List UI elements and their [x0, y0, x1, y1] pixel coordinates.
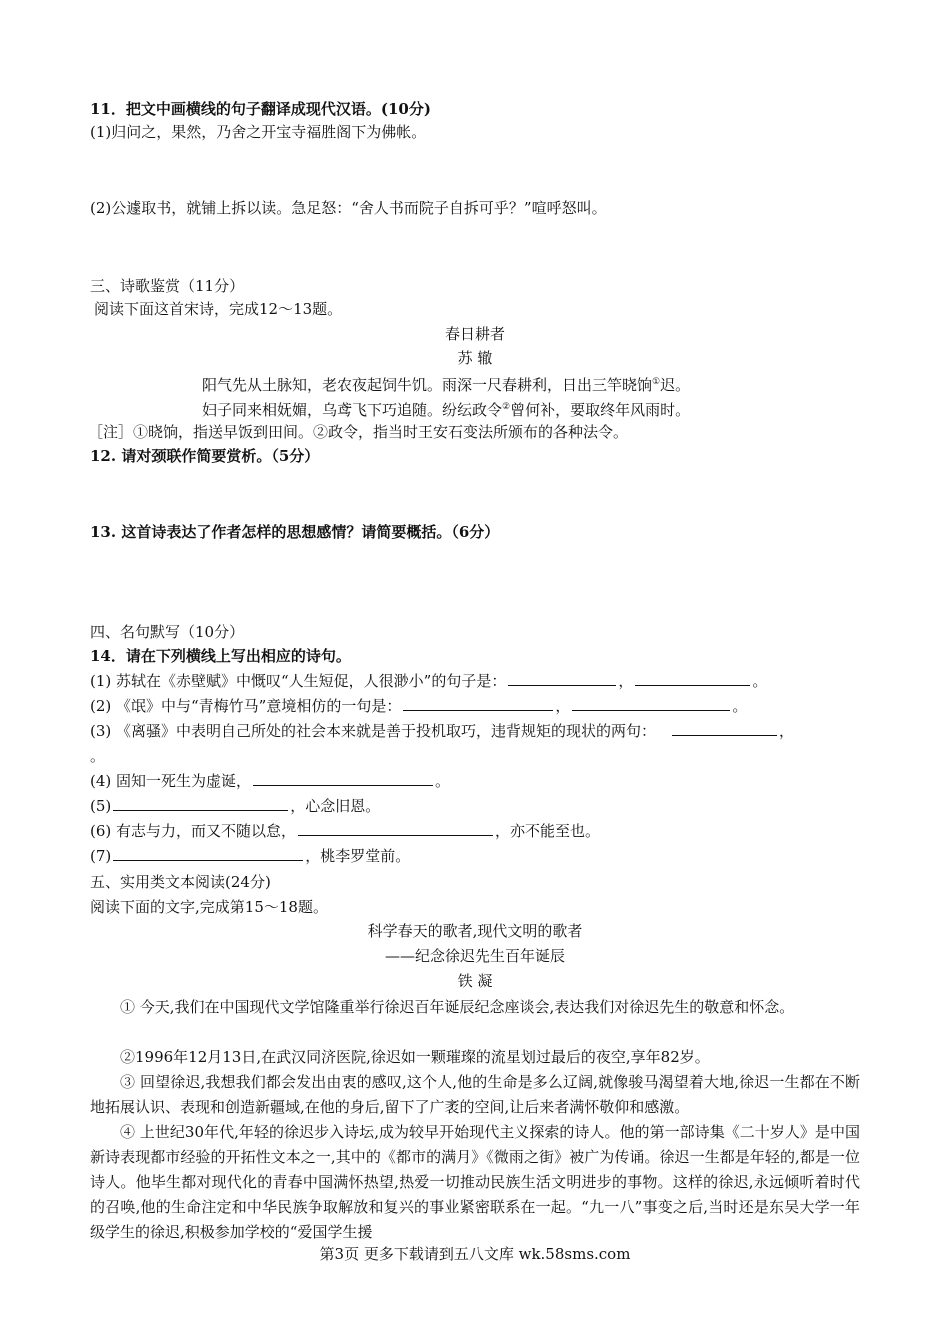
q14-item-4-text: (4) 固知一死生为虚诞， — [90, 772, 252, 790]
q14-item-7-prefix: (7) — [90, 847, 112, 865]
article-title: 科学春天的歌者,现代文明的歌者 — [367, 922, 583, 940]
q14-item-6-text: (6) 有志与力，而又不随以怠， — [90, 822, 297, 840]
poem-line-2-text-b: 曾何补，要取终年风雨时。 — [510, 401, 691, 419]
q14-item-5-text: ，心念旧恩。 — [290, 797, 381, 815]
q14-item-6 — [90, 820, 600, 842]
q14-item-7 — [90, 845, 410, 867]
answer-blank[interactable] — [113, 795, 288, 811]
article-author: 铁 凝 — [457, 972, 493, 990]
q14-item-4 — [90, 770, 450, 792]
section-5-title: 五、实用类文本阅读(24分) — [90, 873, 271, 891]
article-paragraph-3: ③ 回望徐迟,我想我们都会发出由衷的感叹,这个人,他的生命是多么辽阔,就像骏马渴望着大地,徐迟一生都在不断地拓展认识、表现和创造新疆域,在他的身后,留下了广袤的空间,让后来者满怀敬仰和感激。 — [90, 1073, 860, 1116]
poem-line-2 — [202, 396, 690, 421]
q11-sentence-1: (1)归问之，果然，乃舍之开宝寺福胜阁下为佛帐。 — [90, 123, 427, 141]
poem-line-2-text-a: 妇子同来相妩媚，乌鸢飞下巧追随。纷纭政令 — [202, 401, 503, 419]
q11-sentence-2: (2)公遽取书，就铺上拆以读。急足怒：“舍人书而院子自拆可乎？”喧呼怒叫。 — [90, 199, 607, 217]
q11-title: 11．把文中画横线的句子翻译成现代汉语。(10分) — [90, 100, 431, 118]
poem-note: ［注］①晓饷，指送早饭到田间。②政令，指当时王安石变法所颁布的各种法令。 — [88, 423, 629, 441]
q14-item-7-text: ，桃李罗堂前。 — [305, 847, 411, 865]
poem-author: 苏 辙 — [457, 349, 493, 367]
q14-item-3 — [90, 720, 794, 742]
article-paragraph-4: ④ 上世纪30年代,年轻的徐迟步入诗坛,成为较早开始现代主义探索的诗人。他的第一部诗集《二十岁人》是中国新诗表现都市经验的开拓性文本之一,其中的《都市的满月》《微雨之街》被广为传诵。徐迟一生都是年轻的,都是一位诗人。他毕生都对现代化的青春中国满怀热望,热爱一切推动民族生活文明进步的事物。这样的徐迟,永远倾听着时代的召唤,他的生命注定和中华民族争取解放和复兴的事业紧密联系在一起。“九一八”事变之后,当时还是东吴大学一年级学生的徐迟,积极参加学校的“爱国学生援 — [90, 1123, 860, 1241]
q14-item-3-continuation: 。 — [90, 747, 106, 765]
section-3-intro: 阅读下面这首宋诗，完成12～13题。 — [94, 300, 343, 318]
answer-blank[interactable] — [253, 770, 433, 786]
q14-title: 14．请在下列横线上写出相应的诗句。 — [90, 647, 351, 665]
answer-blank[interactable] — [113, 845, 303, 861]
q14-item-1-sep: ， — [618, 672, 634, 690]
q14-item-5 — [90, 795, 380, 817]
article-subtitle: ——纪念徐迟先生百年诞辰 — [384, 947, 565, 965]
article-paragraph-1: ① 今天,我们在中国现代文学馆隆重举行徐迟百年诞辰纪念座谈会,表达我们对徐迟先生的敬意和怀念。 — [120, 998, 795, 1016]
q14-item-2-end: 。 — [732, 697, 748, 715]
poem-line-1-text-b: 迟。 — [660, 376, 691, 394]
q14-item-2 — [90, 695, 747, 717]
answer-blank[interactable] — [298, 820, 493, 836]
answer-blank[interactable] — [403, 695, 553, 711]
q14-item-2-sep: ， — [555, 697, 571, 715]
section-4-title: 四、名句默写（10分） — [90, 623, 245, 641]
poem-note-mark-1: ① — [652, 377, 661, 387]
poem-line-1 — [202, 371, 690, 396]
q14-item-3-text: (3) 《离骚》中表明自己所处的社会本来就是善于投机取巧，违背规矩的现状的两句： — [90, 722, 657, 740]
section-3-title: 三、诗歌鉴赏（11分） — [90, 277, 245, 295]
poem-title: 春日耕者 — [444, 325, 505, 343]
page-footer: 第3页 更多下载请到五八文库 wk.58sms.com — [319, 1245, 631, 1263]
article-paragraph-2: ②1996年12月13日,在武汉同济医院,徐迟如一颗璀璨的流星划过最后的夜空,享年82岁。 — [120, 1048, 710, 1066]
poem-note-mark-2: ② — [502, 402, 511, 412]
answer-blank[interactable] — [635, 670, 750, 686]
q14-item-3-sep: ， — [779, 722, 795, 740]
q13: 13. 这首诗表达了作者怎样的思想感情？请简要概括。（6分） — [90, 523, 500, 541]
answer-blank[interactable] — [572, 695, 730, 711]
q14-item-1 — [90, 670, 767, 692]
q12: 12. 请对颈联作简要赏析。（5分） — [90, 447, 320, 465]
section-5-intro: 阅读下面的文字,完成第15～18题。 — [90, 898, 328, 916]
q14-item-6-end: ，亦不能至也。 — [495, 822, 601, 840]
q14-item-1-text: (1) 苏轼在《赤壁赋》中慨叹“人生短促，人很渺小”的句子是： — [90, 672, 507, 690]
answer-blank[interactable] — [508, 670, 616, 686]
q14-item-4-end: 。 — [435, 772, 451, 790]
q14-item-2-text: (2) 《氓》中与“青梅竹马”意境相仿的一句是： — [90, 697, 402, 715]
answer-blank[interactable] — [672, 720, 777, 736]
q14-item-5-prefix: (5) — [90, 797, 112, 815]
q14-item-1-end: 。 — [752, 672, 768, 690]
poem-line-1-text-a: 阳气先从土脉知，老农夜起饲牛饥。雨深一尺春耕利，日出三竿晓饷 — [202, 376, 653, 394]
